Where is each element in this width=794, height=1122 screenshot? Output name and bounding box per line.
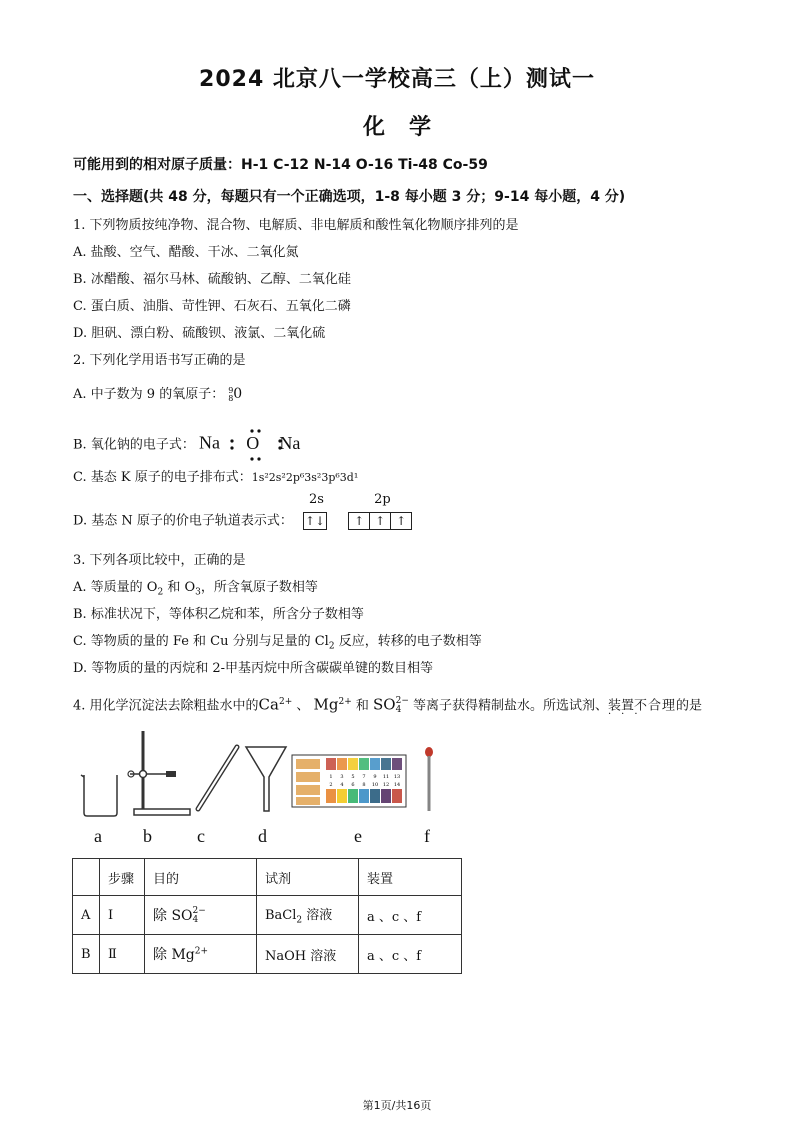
q1-stem: 1. 下列物质按纯净物、混合物、电解质、非电解质和酸性氧化物顺序排列的是 — [73, 218, 519, 233]
q1-option-d: D. 胆矾、漂白粉、硫酸钡、液氯、二氧化硫 — [73, 326, 326, 341]
q2-stem: 2. 下列化学用语书写正确的是 — [73, 353, 246, 368]
q4-stem: 4. 用化学沉淀法去除粗盐水中的$Ca^{2+}$ 、 $Mg^{2+}$ 和 SO2− 4 等离子获得精制盐水。所选试剂、装置不合理的是 — [73, 695, 703, 715]
ph-color-block — [370, 789, 380, 803]
q2-option-b: B. 氧化钠的电子式： Na O Na — [73, 428, 330, 462]
atomic-masses: 可能用到的相对原子质量：H-1 C-12 N-14 O-16 Ti-48 Co-59 — [73, 157, 488, 173]
orbital-box-2s: ↑↓ — [304, 514, 326, 528]
q3-stem: 3. 下列各项比较中，正确的是 — [73, 553, 246, 568]
ph-paper-icon — [292, 755, 406, 807]
label-d: d — [258, 826, 267, 846]
label-f: f — [424, 826, 430, 846]
table-header — [73, 859, 100, 896]
ph-number: 7 — [362, 774, 366, 780]
iron-stand-icon — [128, 731, 190, 815]
label-e: e — [354, 826, 362, 846]
label-c: c — [197, 826, 205, 846]
page-title: 2024 北京八一学校高三（上）测试一 — [199, 67, 595, 92]
label-a: a — [94, 826, 102, 846]
orbital-box-2p-3: ↑ — [390, 512, 412, 530]
ph-number: 14 — [393, 782, 401, 788]
orbital-2s: 2s ↑↓ — [304, 492, 326, 528]
table-row: B Ⅱ 除 $Mg^{2+}$ NaOH 溶液 a 、c 、f — [73, 935, 462, 974]
label-b: b — [143, 826, 152, 846]
q2-option-c: C. 基态 K 原子的电子排布式：1s²2s²2p⁶3s²3p⁶3d¹ — [73, 470, 359, 485]
q2-option-a: A. 中子数为 9 的氧原子： 9 80 — [73, 385, 243, 403]
ph-color-block — [392, 758, 402, 770]
table-row: A Ⅰ 除 SO2− 4 BaCl$_2$ 溶液 a 、c 、f — [73, 896, 462, 935]
ph-number: 4 — [340, 782, 344, 788]
ph-number: 2 — [329, 782, 333, 788]
subject-title: 化学 — [362, 115, 455, 140]
page-footer: 第1页/共16页 — [362, 1099, 432, 1112]
beaker-icon — [81, 775, 117, 816]
q3-option-a: A. 等质量的 $O_2$ 和 $O_3$，所含氧原子数相等 — [73, 580, 318, 598]
ph-number: 9 — [373, 774, 377, 780]
ph-color-block — [337, 758, 347, 770]
ph-color-block — [337, 789, 347, 803]
table-header: 试剂 — [257, 859, 359, 896]
orbital-box-2p-1: ↑ — [348, 512, 370, 530]
q1-option-c: C. 蛋白质、油脂、苛性钾、石灰石、五氧化二磷 — [73, 299, 351, 314]
options-table — [72, 858, 462, 974]
orbital-box-2p-2: ↑ — [369, 512, 391, 530]
apparatus-illustrations — [70, 725, 450, 825]
orbital-2p: 2p ↑ ↑ ↑ — [348, 512, 411, 530]
table-header-row — [73, 859, 462, 896]
glass-rod-icon — [198, 747, 237, 809]
funnel-icon — [246, 747, 286, 811]
ph-color-block — [381, 758, 391, 770]
ph-color-block — [381, 789, 391, 803]
ph-number: 5 — [351, 774, 355, 780]
dropper-icon — [425, 747, 433, 811]
ph-color-block — [348, 789, 358, 803]
ph-color-block — [359, 758, 369, 770]
ph-number: 10 — [371, 782, 379, 788]
ph-number: 13 — [393, 774, 401, 780]
q3-option-b: B. 标准状况下，等体积乙烷和苯，所含分子数相等 — [73, 607, 364, 622]
q1-option-b: B. 冰醋酸、福尔马林、硫酸钠、乙醇、二氧化硅 — [73, 272, 351, 287]
section-heading: 一、选择题(共 48 分，每题只有一个正确选项，1-8 每小题 3 分；9-14 每小题，4 分) — [73, 189, 626, 205]
ph-number: 6 — [351, 782, 355, 788]
ph-color-block — [370, 758, 380, 770]
emphasis-dots: ··· — [608, 709, 648, 720]
ph-number: 1 — [329, 774, 333, 780]
q2-option-d: D. 基态 N 原子的价电子轨道表示式： 2s ↑↓ 2p ↑ ↑ ↑ — [73, 512, 411, 530]
ph-number: 3 — [340, 774, 344, 780]
table-header: 装置 — [359, 859, 462, 896]
ph-color-block — [348, 758, 358, 770]
ph-color-block — [326, 789, 336, 803]
table-header: 目的 — [145, 859, 257, 896]
ph-number: 8 — [362, 782, 366, 788]
ph-color-block — [392, 789, 402, 803]
emphasis-not-reasonable: 不合理 — [634, 698, 677, 714]
ph-number: 12 — [382, 782, 390, 788]
isotope-numbers: 9 8 — [228, 385, 234, 403]
q3-option-d: D. 等物质的量的丙烷和 2-甲基丙烷中所含碳碳单键的数目相等 — [73, 661, 434, 676]
table-header: 步骤 — [100, 859, 145, 896]
ph-number: 11 — [382, 774, 390, 780]
ph-color-block — [326, 758, 336, 770]
q3-option-c: C. 等物质的量的 Fe 和 Cu 分别与足量的 $Cl_2$ 反应，转移的电子数相等 — [73, 634, 482, 652]
q1-option-a: A. 盐酸、空气、醋酸、干冰、二氧化氮 — [73, 245, 299, 260]
ph-color-block — [359, 789, 369, 803]
